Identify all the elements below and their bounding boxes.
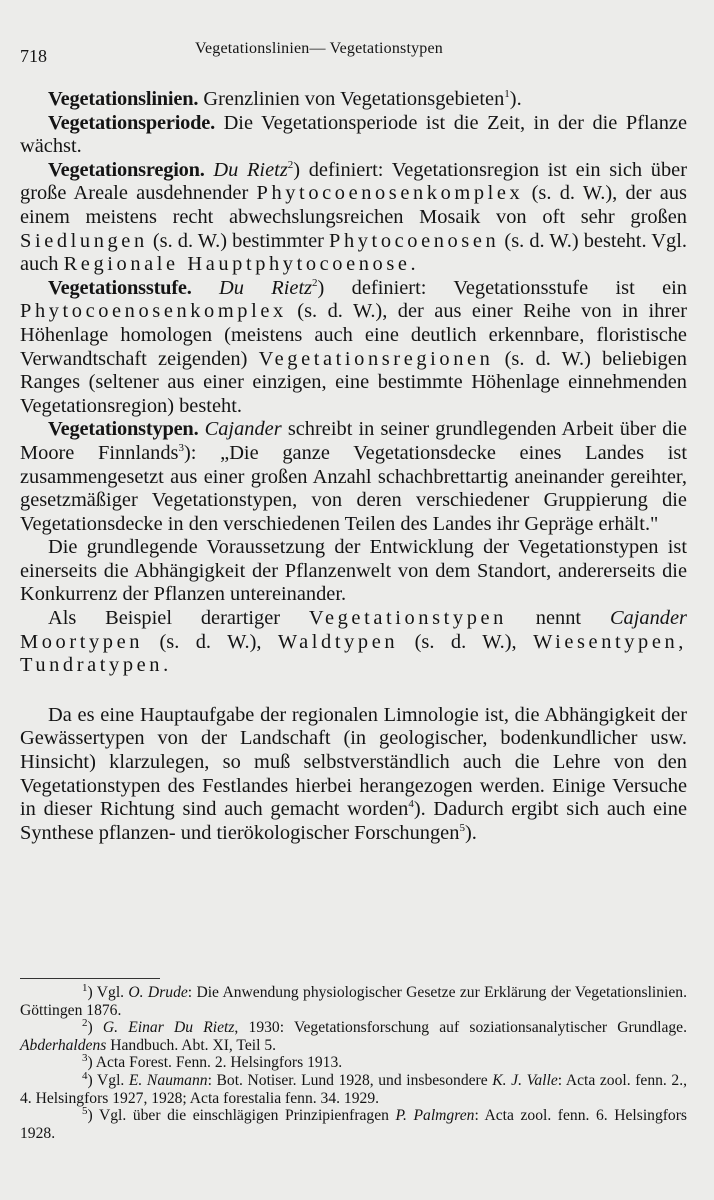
- entry-text: schreibt in seiner grundlegenden Arbeit über die Moore Finnlands: [20, 418, 687, 464]
- page-header: [20, 40, 694, 64]
- entry-vegetationslinien: [20, 88, 687, 112]
- footnote-2: [20, 1019, 687, 1054]
- entry-text: ) definiert: Vegetationsregion ist ein sich über große Areale ausdehnender: [20, 158, 687, 205]
- spaced-term: Waldtypen: [277, 630, 399, 653]
- spaced-term: Moortypen: [20, 630, 144, 653]
- footnote-text: ) Vgl. über die einschlägigen Prinzipienfragen: [87, 1107, 389, 1125]
- footnote-ref: 4: [408, 798, 414, 811]
- entry-text: ).: [509, 88, 522, 110]
- author-name: Du Rietz: [213, 158, 288, 181]
- footnote-text: ): [87, 1019, 93, 1037]
- footnote-mark: 4: [82, 1069, 88, 1082]
- entry-text: Als Beispiel derartiger: [48, 607, 281, 630]
- page-number: 718: [20, 46, 47, 66]
- author-name: Cajander: [204, 418, 282, 441]
- spaced-term: Vegetationstypen: [308, 607, 507, 630]
- headword: Vegetationstypen.: [48, 418, 199, 441]
- headword: Vegetationsstufe.: [48, 276, 192, 299]
- footnote-ref: 3: [178, 442, 184, 455]
- entry-text: (s. d. W.), der aus einem meistens recht abwechslungsreichen Mosaik von oft sehr großen: [20, 182, 687, 228]
- footnote-text: ) Vgl.: [87, 1071, 125, 1089]
- footnote-text: ) Acta Forest. Fenn. 2. Helsingfors 1913.: [87, 1054, 343, 1072]
- publisher-name: Abderhaldens: [20, 1036, 107, 1054]
- footnote-text: : Bot. Notiser. Lund 1928, und insbesondere: [207, 1071, 488, 1089]
- footnote-text: ) Vgl.: [87, 984, 125, 1001]
- spaced-term: Siedlungen: [20, 229, 148, 252]
- spaced-term: Phytocoenosenkomplex: [256, 182, 524, 205]
- entry-text: (s. d. W.), der aus einer Reihe von in ihrer Höhenlage homologen (meistens auch eine deutlich erkennbare, floristische Verwandtschaft zeigenden): [20, 300, 687, 370]
- footnote-ref: 2: [287, 158, 294, 171]
- main-text: [20, 88, 687, 845]
- entry-text: Grenzlinien von Vegetationsgebieten: [203, 88, 505, 110]
- entry-text: (s. d. W.) besteht. Vgl. auch: [20, 229, 687, 276]
- footnote-mark: 3: [82, 1052, 88, 1065]
- entry-vegetationsregion: [20, 159, 687, 277]
- paragraph: Die grundlegende Voraussetzung der Entwicklung der Vegetationstypen ist einerseits die Abhängigkeit der Pflanzenwelt von dem Standort, andererseits die Konkurrenz der Pflanzen untereinander.: [20, 536, 687, 606]
- spaced-term: Phytocoenosenkomplex: [20, 300, 287, 323]
- footnote-text: , 1930: Vegetationsforschung auf soziationsanalytischer Grundlage.: [234, 1019, 687, 1037]
- spaced-term: Wiesentypen, Tundratypen.: [20, 630, 687, 677]
- entry-vegetationsperiode: [20, 112, 687, 159]
- author-name: P. Palmgren: [395, 1107, 475, 1125]
- footnote-text: : Acta zool. fenn. 6. Helsingfors 1928.: [20, 1107, 687, 1142]
- entry-text: ): „Die ganze Vegetationsdecke eines Landes ist zusammengesetzt aus einer großen Anzahl schachbrettartig aneinander gereihter, gesetzmäßiger Vegetationstypen, von deren verschiedener Gruppierung die Vegetationsdecke in den verschiedenen Teilen des Landes ihr Gepräge erhält.": [20, 441, 687, 535]
- entry-text: ).: [464, 821, 477, 844]
- spaced-term: Regionale Hauptphytocoenose.: [63, 253, 420, 276]
- footnote-5: [20, 1104, 687, 1142]
- footnote-4: [20, 1069, 687, 1107]
- entry-vegetationsstufe: [20, 277, 687, 419]
- headword: Vegetationsperiode.: [48, 111, 216, 134]
- footnote-text: Handbuch. Abt. XI, Teil 5.: [110, 1036, 277, 1054]
- footnote-text: : Acta zool. fenn. 2., 4. Helsingfors 1927, 1928; Acta forestalia fenn. 34. 1929.: [20, 1071, 687, 1107]
- entry-text: (s. d. W.) bestimmter: [152, 229, 324, 252]
- footnote-ref: 2: [312, 276, 318, 289]
- author-name: O. Drude: [128, 984, 188, 1001]
- entry-text: ) definiert: Vegetationsstufe ist ein: [317, 276, 687, 299]
- footnote-mark: 2: [82, 1017, 88, 1029]
- entry-vegetationstypen: [20, 418, 687, 536]
- footnote-ref: 1: [504, 88, 510, 101]
- entry-text: Da es eine Hauptaufgabe der regionalen Limnologie ist, die Abhängigkeit der Gewässertypen von der Landschaft (in geologischer, bodenkundlicher usw. Hinsicht) klarzulegen, so muß selbstverständlich auch die Lehre von den Vegetationstypen des Festlandes hierbei herangezogen werden. Einige Versuche in dieser Richtung sind auch gemacht worden: [20, 703, 687, 821]
- author-name: E. Naumann: [128, 1071, 208, 1089]
- footnote-1: [20, 981, 687, 1019]
- running-head: Vegetationslinien— Vegetationstypen: [195, 40, 443, 57]
- footnote-text: : Die Anwendung physiologischer Gesetze zur Erklärung der Vegetationslinien. Göttingen 1876.: [20, 984, 687, 1019]
- footnotes: [20, 981, 687, 1142]
- author-name: K. J. Valle: [492, 1071, 558, 1089]
- headword: Vegetationsregion.: [48, 158, 205, 181]
- entry-text: Die Vegetationsperiode ist die Zeit, in der die Pflanze wächst.: [20, 111, 688, 158]
- paragraph-examples: [20, 607, 687, 678]
- headword: Vegetationslinien.: [48, 88, 199, 110]
- entry-text: ). Dadurch ergibt sich auch eine Synthese pflanzen- und tierökologischer Forschungen: [20, 798, 687, 844]
- spaced-term: Vegetationsregionen: [258, 347, 494, 370]
- entry-text: nennt: [535, 607, 582, 630]
- author-name: G. Einar Du Rietz: [102, 1019, 235, 1037]
- footnote-mark: 1: [82, 981, 88, 994]
- author-name: Du Rietz: [219, 276, 313, 299]
- footnote-mark: 5: [82, 1104, 88, 1117]
- entry-text: (s. d. W.) beliebigen Ranges (seltener aus einer einzigen, eine bestimmte Höhenlage einnehmenden Vegetationsregion) besteht.: [20, 347, 687, 417]
- author-name: Cajander: [609, 607, 687, 630]
- spaced-term: Phytocoenosen: [329, 229, 500, 252]
- entry-text: (s. d. W.),: [414, 630, 517, 653]
- footnote-divider: [20, 978, 160, 979]
- footnote-ref: 5: [459, 822, 465, 835]
- paragraph-limnology: [20, 704, 687, 846]
- entry-text: (s. d. W.),: [159, 630, 262, 653]
- footnote-3: [20, 1054, 687, 1072]
